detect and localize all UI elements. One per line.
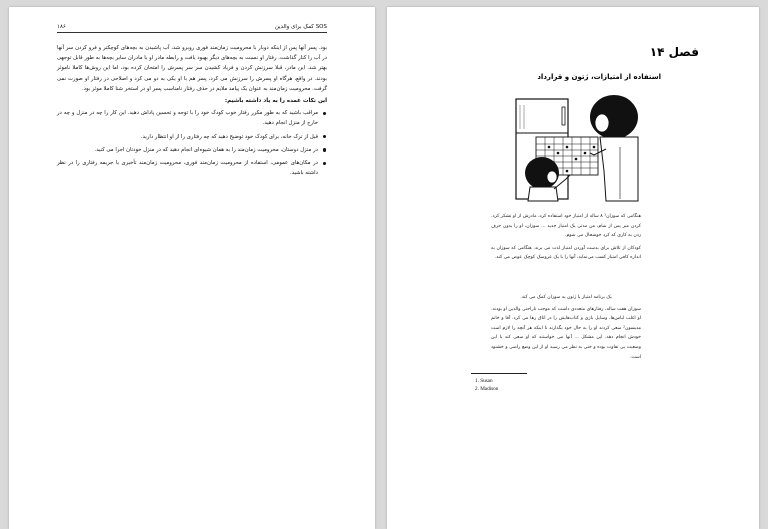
footnote-divider	[471, 373, 527, 374]
footnote-item: 2. Madison	[475, 386, 499, 392]
running-title: SOS کمک برای والدین	[274, 24, 327, 30]
running-header	[57, 24, 327, 33]
bullet-item: قبل از ترک خانه، برای کودک خود توضیح دهید که چه رفتاری را از او انتظار دارید.	[57, 132, 318, 142]
key-points-heading: این نکات عمده را به یاد داشته باشیم:	[224, 98, 327, 105]
body-paragraph: کودکان از تلاش برای بدست آوردن امتیاز لذت می برند. هنگامی که سوزان به اندازه کافی امتیاز کسب می‌نماید، آنها را با یک عروسک کوچک عوض می کند.	[491, 245, 641, 261]
bullet-item: در منزل دوستان، محرومیت زمان‌مند را به همان شیوه‌ای انجام دهید که در منزل خودتان اجرا می کنید.	[57, 145, 318, 155]
right-page-text-block-1	[491, 212, 641, 266]
right-page-text-block-2	[491, 293, 641, 365]
right-book-page	[387, 7, 759, 529]
footnote-item: 1. Susan	[475, 378, 493, 384]
centered-line: یک برنامه امتیاز یا ژتون به سوزان کمک می کند.	[520, 295, 612, 300]
footnotes	[475, 377, 498, 393]
body-paragraph: هنگامی که سوزان¹ ۸ ساله از امتیاز خود استفاده کرد، مادرش از او تشکر کرد. کردن میز پس از شام، من مدتی یک امتیاز جدید ... سوزان، او را بدون حرف زدن به کاری که کرد خوشحال می شوم.	[491, 214, 641, 239]
page-number: ۱۸۶	[57, 24, 66, 30]
body-paragraph: بود. پسر آنها پس از اینکه دوبار با محرومیت زمان‌مند فوری روبرو شد، آب پاشیدن به بچه‌های کوچکتر و فرو کردن سر آنها در آب را کنار گذاشت. رفتار او نسبت به بچه‌های دیگر بهبود یافت و رابطه مادر او با مادران سایر بچه‌ها به طور قابل توجهی بهتر شد. این مادر، قبلا سرزنش کردن و فریاد کشیدن سر سر پسرش را امتحان کرده بود، اما این روش‌ها کاملا ناموثر بودند. در واقع، هرگاه او پسرش را سرزنش می کرد، پسر هم با او یکی به دو می کرد و اصلاحی در رفتار او صورت نمی گرفت. محرومیت زمان‌مند به عنوان یک پیامد ملایم در حذف رفتار نامناسب پسر او در استخر شنا کاملا موثر بود.	[57, 45, 327, 92]
left-page-body	[57, 43, 327, 181]
key-points-list	[57, 108, 327, 178]
mother-and-child-at-chart-illustration	[514, 91, 640, 203]
bullet-item: در مکان‌های عمومی، استفاده از محرومیت زمان‌مند فوری، محرومیت زمان‌مند تأخیری یا جریمه رفتاری را در نظر داشته باشید.	[57, 158, 318, 178]
bullet-item: مراقب باشید که به طور مکرر رفتار خوب کودک خود را با توجه و تحسین پاداش دهید. این کار را چه در منزل و چه در خارج از منزل انجام دهید.	[57, 108, 318, 128]
chapter-subtitle: استفاده از امتیازات، ژتون و قرارداد	[537, 73, 661, 81]
chapter-title: فصل ۱۴	[649, 45, 699, 59]
left-book-page	[9, 7, 375, 529]
body-paragraph: سوزان هفت ساله، رفتارهای متعددی داشت که موجب ناراحتی والدین او بودند. او اغلب لباس‌ها، وسایل بازی و کتاب‌هایش را در اتاق رها می کرد. آقا و خانم مدیسون² سعی کردند او را به حال خود بگذارند تا اینکه هر آنچه را لازم است خودش انجام دهد. این مشکل ... آنها می خواستند که او سعی کند با این وضعیت بی تفاوت بوده و حتی به نظر می رسید او از این وضع راضی و خشنود است.	[491, 306, 641, 360]
